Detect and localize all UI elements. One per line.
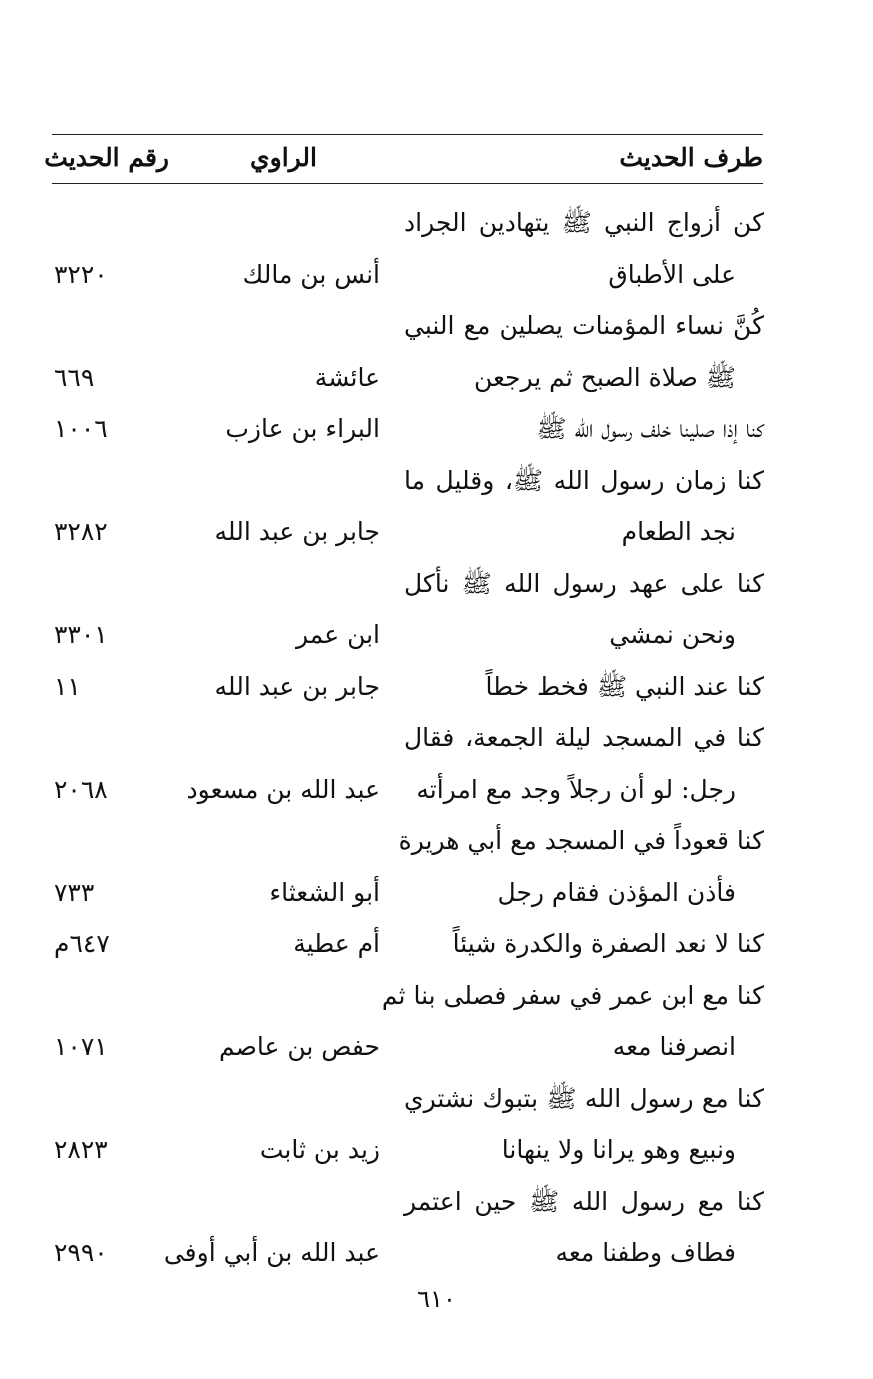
entry-line: [40, 767, 770, 819]
hadith-opening-text: كنا لا نعد الصفرة والكدرة شيئاً: [452, 929, 764, 958]
page-number: ٦١٠: [417, 1285, 456, 1313]
entry-line: [40, 870, 770, 922]
hadith-opening-text: كنا زمان رسول الله ﷺ، وقليل ما: [404, 465, 764, 495]
header-hadith-number: رقم الحديث: [44, 143, 169, 172]
header-narrator: الراوي: [250, 143, 317, 172]
narrator-name: أبو الشعثاء: [269, 877, 380, 907]
hadith-number: ٢٩٩٠: [54, 1238, 108, 1267]
narrator-name: عائشة: [314, 362, 380, 392]
hadith-text-continuation: فأذن المؤذن فقام رجل: [497, 877, 736, 907]
entry-line: [40, 509, 770, 561]
index-entry: [40, 715, 770, 818]
hadith-opening-text: كنا على عهد رسول الله ﷺ نأكل: [404, 568, 764, 598]
narrator-name: جابر بن عبد الله: [214, 517, 380, 546]
hadith-number: ٧٣٣: [54, 877, 95, 907]
index-entry: [40, 1179, 770, 1282]
hadith-number: ١١: [54, 671, 81, 701]
narrator-name: ابن عمر: [295, 620, 380, 649]
entry-line: [40, 1230, 770, 1282]
index-entry: [40, 921, 770, 973]
hadith-opening-text: كنا قعوداً في المسجد مع أبي هريرة: [398, 826, 764, 855]
narrator-name: عبد الله بن مسعود: [186, 774, 380, 804]
hadith-opening-text: كنا مع ابن عمر في سفر فصلى بنا ثم: [381, 980, 764, 1010]
narrator-name: حفص بن عاصم: [218, 1032, 380, 1061]
narrator-name: أم عطية: [293, 929, 380, 958]
entry-line: [40, 1127, 770, 1179]
hadith-number: ٦٦٩: [54, 362, 95, 392]
hadith-text-continuation: انصرفنا معه: [612, 1032, 736, 1061]
index-entry: [40, 973, 770, 1076]
hadith-opening-text: كنا مع رسول الله ﷺ حين اعتمر: [404, 1186, 764, 1216]
entry-line: [40, 355, 770, 407]
hadith-opening-text: كُنَّ نساء المؤمنات يصلين مع النبي: [404, 311, 764, 340]
hadith-number: ٢٠٦٨: [54, 774, 108, 804]
hadith-text-continuation: ﷺ صلاة الصبح ثم يرجعن: [473, 362, 736, 392]
narrator-name: زيد بن ثابت: [259, 1135, 380, 1164]
hadith-opening-text: كنا عند النبي ﷺ فخط خطاً: [485, 671, 764, 701]
entry-line: [40, 921, 770, 973]
index-entry: [40, 561, 770, 664]
hadith-number: ٣٢٨٢: [54, 517, 108, 546]
header-bottom-rule: [52, 183, 763, 184]
hadith-text-continuation: على الأطباق: [608, 259, 736, 289]
entry-line: [40, 1179, 770, 1231]
index-entry: [40, 818, 770, 921]
hadith-opening-text: كنا إذا صلينا خلف رسول الله ﷺ: [536, 414, 764, 443]
narrator-name: البراء بن عازب: [225, 414, 380, 443]
hadith-opening-text: كنا في المسجد ليلة الجمعة، فقال: [404, 723, 764, 752]
entry-line: [40, 1076, 770, 1128]
entry-line: [40, 715, 770, 767]
entry-line: [40, 818, 770, 870]
entry-line: [40, 561, 770, 613]
hadith-number: ٣٣٠١: [54, 620, 108, 649]
hadith-text-continuation: رجل: لو أن رجلاً وجد مع امرأته: [416, 774, 736, 804]
index-entry: [40, 200, 770, 303]
entry-line: [40, 973, 770, 1025]
narrator-name: جابر بن عبد الله: [214, 671, 380, 701]
hadith-number: ٢٨٢٣: [54, 1135, 108, 1164]
entry-line: [40, 252, 770, 304]
index-entry: [40, 1076, 770, 1179]
entry-line: [40, 406, 770, 458]
entry-line: [40, 1024, 770, 1076]
index-entry: [40, 406, 770, 458]
hadith-text-continuation: نجد الطعام: [621, 517, 736, 546]
index-entry: [40, 458, 770, 561]
hadith-opening-text: كنا مع رسول الله ﷺ بتبوك نشتري: [404, 1083, 764, 1113]
hadith-text-continuation: ونبيع وهو يرانا ولا ينهانا: [501, 1135, 736, 1164]
hadith-opening-text: كن أزواج النبي ﷺ يتهادين الجراد: [404, 208, 764, 237]
hadith-number: ٣٢٢٠: [54, 259, 108, 289]
entry-line: [40, 612, 770, 664]
entry-line: [40, 664, 770, 716]
narrator-name: عبد الله بن أبي أوفى: [163, 1238, 380, 1267]
hadith-text-continuation: فطاف وطفنا معه: [555, 1238, 736, 1267]
entry-line: [40, 200, 770, 252]
hadith-index-table: [40, 200, 770, 1282]
header-top-rule: [52, 134, 763, 135]
narrator-name: أنس بن مالك: [242, 259, 380, 289]
hadith-number: ١٠٧١: [54, 1032, 108, 1061]
entry-line: [40, 303, 770, 355]
hadith-text-continuation: ونحن نمشي: [609, 620, 736, 649]
entry-line: [40, 458, 770, 510]
hadith-number: ٦٤٧م: [54, 929, 110, 958]
index-entry: [40, 303, 770, 406]
header-hadith-text: طرف الحديث: [619, 143, 763, 172]
hadith-number: ١٠٠٦: [54, 414, 108, 443]
index-entry: [40, 664, 770, 716]
